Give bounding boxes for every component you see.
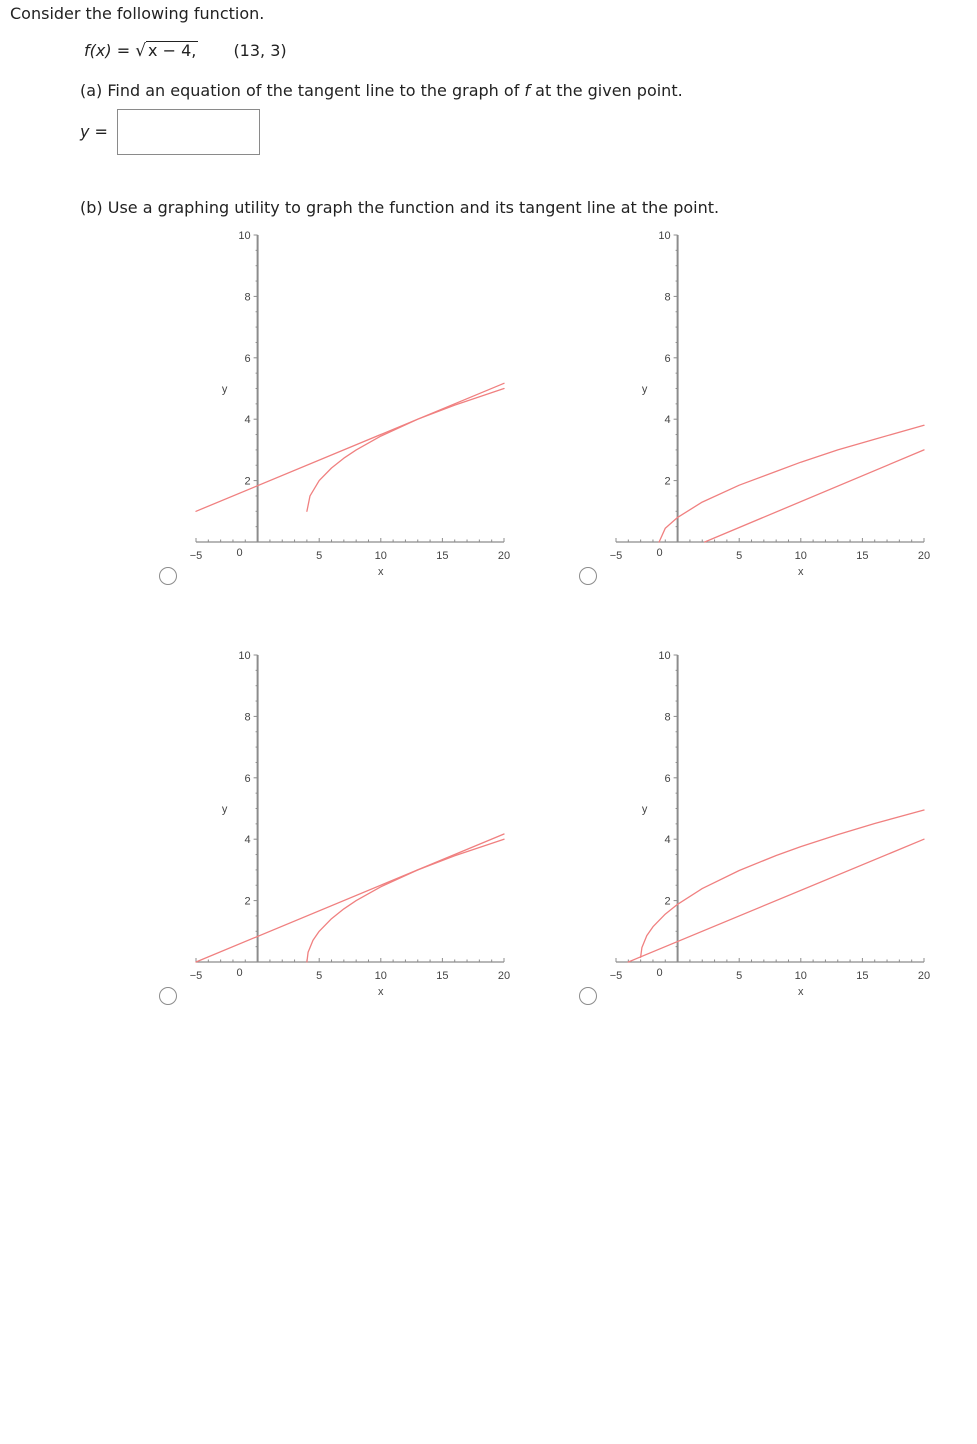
x-tick-label: 10 xyxy=(374,970,387,982)
y-tick-label: 2 xyxy=(244,475,251,488)
x-tick-label: 20 xyxy=(497,550,511,562)
part-a-f: f xyxy=(524,81,531,100)
x-tick-label: −5 xyxy=(189,550,203,562)
answer-label-var: y xyxy=(80,122,90,141)
x-tick-label: 15 xyxy=(436,970,449,982)
y-tick-label: 10 xyxy=(658,230,671,242)
x-tick-label: 15 xyxy=(856,970,869,982)
x-tick-label: 20 xyxy=(917,970,931,982)
y-axis-label: y xyxy=(221,383,228,396)
x-tick-label: 10 xyxy=(794,550,807,562)
given-point: (13, 3) xyxy=(233,41,287,60)
x-tick-label: 20 xyxy=(917,550,931,562)
y-tick-label: 4 xyxy=(664,834,671,847)
origin-label: 0 xyxy=(236,967,243,979)
y-tick-label: 2 xyxy=(244,895,251,908)
x-tick-label: 5 xyxy=(736,550,743,562)
y-tick-label: 8 xyxy=(244,711,251,724)
origin-label: 0 xyxy=(236,547,243,559)
y-tick-label: 2 xyxy=(664,895,671,908)
part-b-prompt: (b) Use a graphing utility to graph the function and its tangent line at the point. xyxy=(80,198,720,217)
x-tick-label: 15 xyxy=(856,550,869,562)
graph-4 xyxy=(420,420,977,1444)
tangent-line xyxy=(628,839,924,962)
radio-option-3[interactable] xyxy=(159,987,177,1005)
x-tick-label: −5 xyxy=(609,970,623,982)
x-tick-label: 5 xyxy=(316,970,323,982)
y-axis-label: y xyxy=(641,383,648,396)
x-axis-label: x xyxy=(798,986,804,998)
radio-option-4[interactable] xyxy=(579,987,597,1005)
y-tick-label: 2 xyxy=(664,475,671,488)
radicand: x − 4, xyxy=(148,41,197,60)
origin-label: 0 xyxy=(656,547,663,559)
x-tick-label: −5 xyxy=(609,550,623,562)
radio-option-2[interactable] xyxy=(579,567,597,585)
y-tick-label: 4 xyxy=(244,834,251,847)
y-tick-label: 6 xyxy=(664,772,671,785)
sqrt-icon: √ xyxy=(135,41,147,61)
question-intro: Consider the following function. xyxy=(10,4,265,23)
function-label: f(x) xyxy=(84,41,112,60)
x-tick-label: 5 xyxy=(316,550,323,562)
y-tick-label: 8 xyxy=(664,711,671,724)
part-a-text: (a) Find an equation of the tangent line to the graph of xyxy=(80,81,525,100)
graph-option-2 xyxy=(420,0,931,578)
y-axis-label: y xyxy=(221,803,228,816)
x-tick-label: 10 xyxy=(794,970,807,982)
x-tick-label: 15 xyxy=(436,550,449,562)
origin-label: 0 xyxy=(656,967,663,979)
graph-option-1 xyxy=(0,0,511,578)
x-tick-label: −5 xyxy=(189,970,203,982)
y-tick-label: 4 xyxy=(244,414,251,427)
x-axis-label: x xyxy=(378,566,384,578)
y-tick-label: 6 xyxy=(244,772,251,785)
graph-option-4 xyxy=(420,420,931,998)
answer-label-eq: = xyxy=(89,122,108,141)
radio-option-1[interactable] xyxy=(159,567,177,585)
graph-option-3 xyxy=(0,420,511,998)
y-tick-label: 10 xyxy=(658,650,671,662)
y-tick-label: 6 xyxy=(244,352,251,365)
y-tick-label: 8 xyxy=(664,291,671,304)
function-curve xyxy=(641,810,924,957)
x-tick-label: 10 xyxy=(374,550,387,562)
x-tick-label: 20 xyxy=(497,970,511,982)
part-a-suffix: at the given point. xyxy=(530,81,683,100)
x-axis-label: x xyxy=(378,986,384,998)
y-tick-label: 10 xyxy=(238,230,251,242)
y-axis-label: y xyxy=(641,803,648,816)
x-axis-label: x xyxy=(798,566,804,578)
y-tick-label: 10 xyxy=(238,650,251,662)
y-tick-label: 8 xyxy=(244,291,251,304)
y-tick-label: 4 xyxy=(664,414,671,427)
y-tick-label: 6 xyxy=(664,352,671,365)
equals-sign: = xyxy=(116,41,131,60)
x-tick-label: 5 xyxy=(736,970,743,982)
